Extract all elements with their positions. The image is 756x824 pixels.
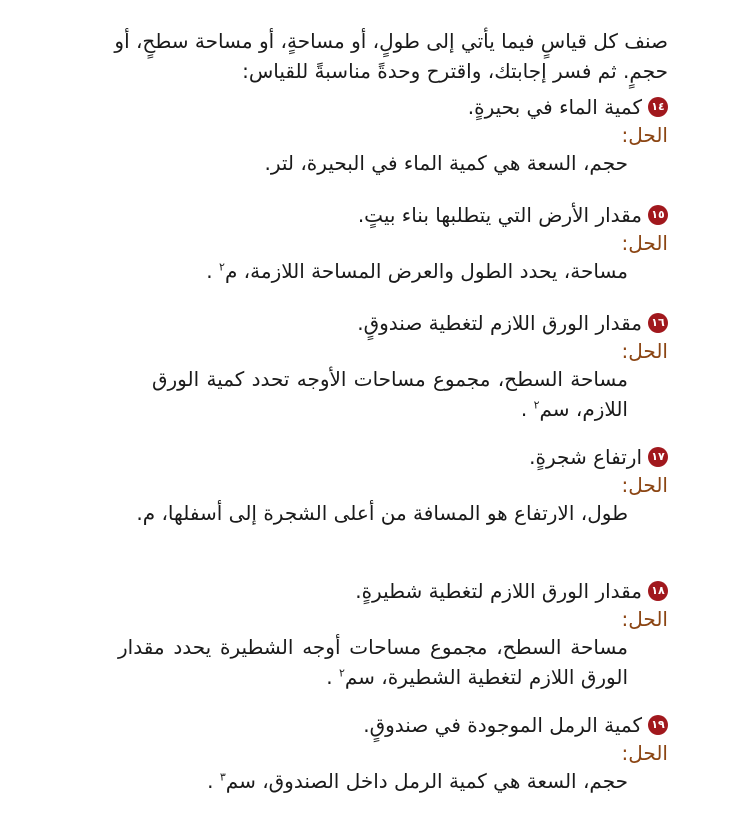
solution-label: الحل: — [621, 339, 668, 363]
question-16 — [28, 308, 668, 424]
unit-exponent: ٢ — [338, 666, 345, 680]
unit-exponent: ٢ — [533, 398, 540, 412]
question-number-badge: ١٤ — [648, 97, 668, 117]
question-number-badge: ١٨ — [648, 581, 668, 601]
solution-label: الحل: — [621, 607, 668, 631]
question-text: ارتفاع شجرةٍ. — [529, 445, 642, 469]
question-number-badge: ١٩ — [648, 715, 668, 735]
answer-text: مساحة السطح، مجموع مساحات الأوجه تحدد كمية الورق اللازم، سم$^٢$ . — [152, 367, 628, 421]
answer-text: مساحة السطح، مجموع مساحات أوجه الشطيرة يحدد مقدار الورق اللازم لتغطية الشطيرة، سم$^٢$ . — [118, 635, 628, 689]
answer-text: مساحة، يحدد الطول والعرض المساحة اللازمة، م$^٢$ . — [206, 259, 628, 283]
solution-label: الحل: — [621, 473, 668, 497]
question-text: كمية الماء في بحيرةٍ. — [467, 95, 642, 119]
unit-exponent: ٣ — [219, 770, 226, 784]
question-text: مقدار الورق اللازم لتغطية صندوقٍ. — [357, 311, 642, 335]
unit-exponent: ٢ — [219, 260, 225, 274]
question-text: مقدار الأرض التي يتطلبها بناء بيتٍ. — [357, 203, 642, 227]
solution-label: الحل: — [621, 123, 668, 147]
question-14 — [28, 92, 668, 178]
question-text: مقدار الورق اللازم لتغطية شطيرةٍ. — [355, 579, 642, 603]
answer-text: طول، الارتفاع هو المسافة من أعلى الشجرة إلى أسفلها، م. — [136, 501, 628, 525]
question-19 — [28, 710, 668, 796]
question-number-badge: ١٦ — [648, 313, 668, 333]
solution-label: الحل: — [621, 231, 668, 255]
question-text: كمية الرمل الموجودة في صندوقٍ. — [363, 713, 642, 737]
question-number-badge: ١٥ — [648, 205, 668, 225]
question-number-badge: ١٧ — [648, 447, 668, 467]
answer-text: حجم، السعة هي كمية الماء في البحيرة، لتر. — [264, 151, 628, 175]
question-15 — [28, 200, 668, 286]
instructions: صنف كل قياسٍ فيما يأتي إلى طولٍ، أو مساحةٍ، أو مساحة سطحٍ، أو حجمٍ. ثم فسر إجابتك، واقترح وحدةً مناسبةً للقياس: — [114, 29, 668, 83]
solution-label: الحل: — [621, 741, 668, 765]
answer-text: حجم، السعة هي كمية الرمل داخل الصندوق، سم$^٣$ . — [207, 769, 628, 793]
question-17 — [28, 442, 668, 528]
question-18 — [28, 576, 668, 692]
